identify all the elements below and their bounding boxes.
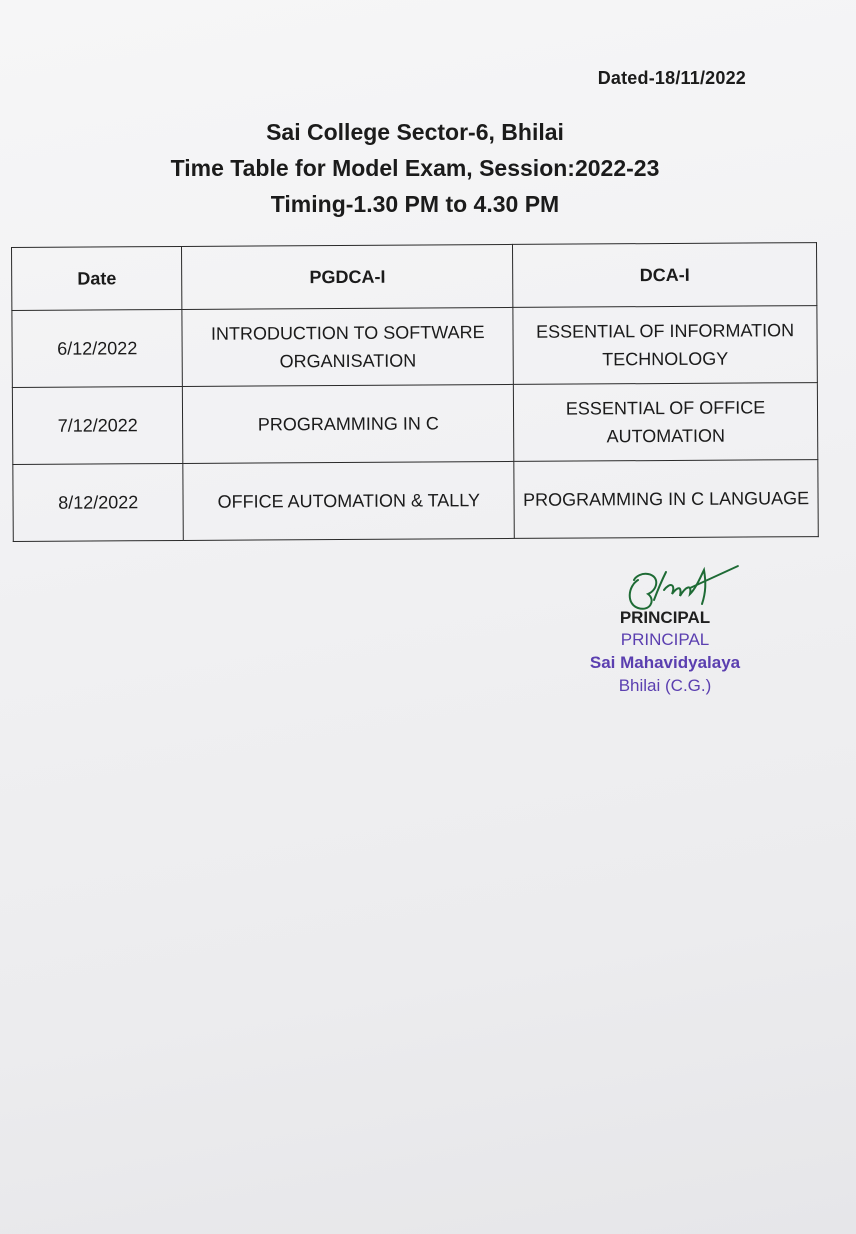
stamp-title: PRINCIPAL <box>620 630 710 649</box>
principal-stamp <box>560 628 770 697</box>
cell-dca: PROGRAMMING IN C LANGUAGE <box>514 460 818 539</box>
cell-date: 8/12/2022 <box>13 463 184 541</box>
principal-title: PRINCIPAL <box>619 608 711 627</box>
cell-pgdca: OFFICE AUTOMATION & TALLY <box>183 461 514 540</box>
table-row <box>13 460 818 542</box>
signature-block <box>560 560 780 710</box>
cell-date: 6/12/2022 <box>12 309 183 387</box>
cell-pgdca: PROGRAMMING IN C <box>183 384 514 463</box>
cell-dca: ESSENTIAL OF OFFICE AUTOMATION <box>514 383 818 462</box>
heading-block <box>0 114 830 222</box>
timetable <box>11 242 819 542</box>
cell-date: 7/12/2022 <box>12 386 183 464</box>
table-header-row <box>12 243 817 311</box>
exam-timing: Timing-1.30 PM to 4.30 PM <box>270 191 560 217</box>
table-row <box>12 306 817 388</box>
header-pgdca: PGDCA-I <box>182 244 513 309</box>
exam-title: Time Table for Model Exam, Session:2022-23 <box>170 155 660 181</box>
cell-pgdca: INTRODUCTION TO SOFTWARE ORGANISATION <box>182 307 513 386</box>
college-name: Sai College Sector-6, Bhilai <box>266 119 564 145</box>
stamp-place: Bhilai (C.G.) <box>618 676 712 695</box>
header-date: Date <box>12 246 183 310</box>
header-dca: DCA-I <box>513 243 817 308</box>
stamp-institution: Sai Mahavidyalaya <box>589 653 741 672</box>
table-row <box>12 383 817 465</box>
dated-label: Dated-18/11/2022 <box>597 68 746 88</box>
cell-dca: ESSENTIAL OF INFORMATION TECHNOLOGY <box>513 306 817 385</box>
